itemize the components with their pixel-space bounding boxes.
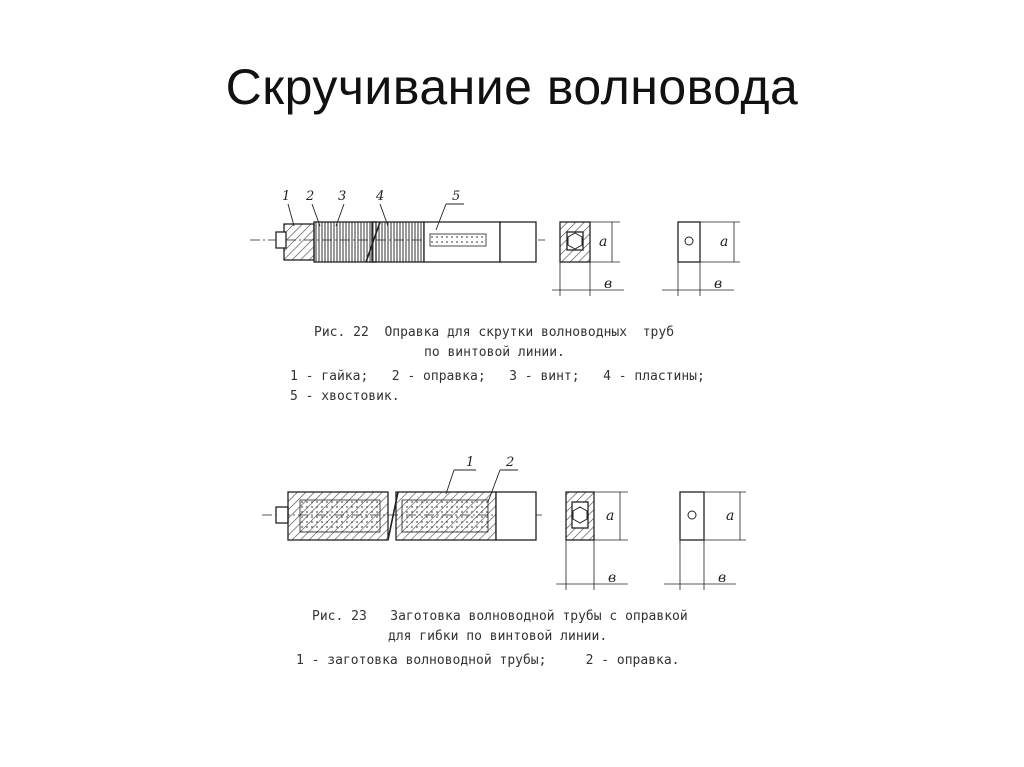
fig22-caption-line2: по винтовой линии. (424, 345, 565, 360)
fig23-callout-1: 1 (466, 455, 475, 470)
fig23-dim-a-1: a (606, 508, 615, 524)
fig22-caption-line1: Рис. 22 Оправка для скрутки волноводных труб (314, 325, 675, 340)
fig23-dim-b-2: в (718, 570, 727, 586)
fig22-legend-line1: 1 - гайка; 2 - оправка; 3 - винт; 4 - пластины; (290, 369, 705, 384)
fig23-caption-line1: Рис. 23 Заготовка волноводной трубы с оправкой (312, 609, 688, 624)
fig22-callout-2: 2 (306, 189, 315, 204)
fig23-dim-b-1: в (608, 570, 617, 586)
fig22-callout-1: 1 (282, 189, 291, 204)
fig22-legend-line2: 5 - хвостовик. (290, 389, 400, 404)
fig23-caption-line2: для гибки по винтовой линии. (388, 629, 608, 644)
fig22-dim-a-1: a (599, 234, 608, 250)
fig22-dim-a-2: a (720, 234, 729, 250)
fig23-callout-2: 2 (506, 455, 515, 470)
fig22-callout-4: 4 (376, 189, 385, 204)
slide-title: Скручивание волновода (225, 59, 799, 115)
figure-22-drawing (250, 204, 740, 296)
fig22-dim-b-1: в (604, 276, 613, 292)
fig22-callout-3: 3 (338, 189, 347, 204)
figure-23-drawing (262, 470, 746, 590)
fig23-legend-line1: 1 - заготовка волноводной трубы; 2 - оправка. (296, 653, 680, 668)
fig22-dim-b-2: в (714, 276, 723, 292)
fig23-dim-a-2: a (726, 508, 735, 524)
fig22-callout-5: 5 (452, 189, 461, 204)
